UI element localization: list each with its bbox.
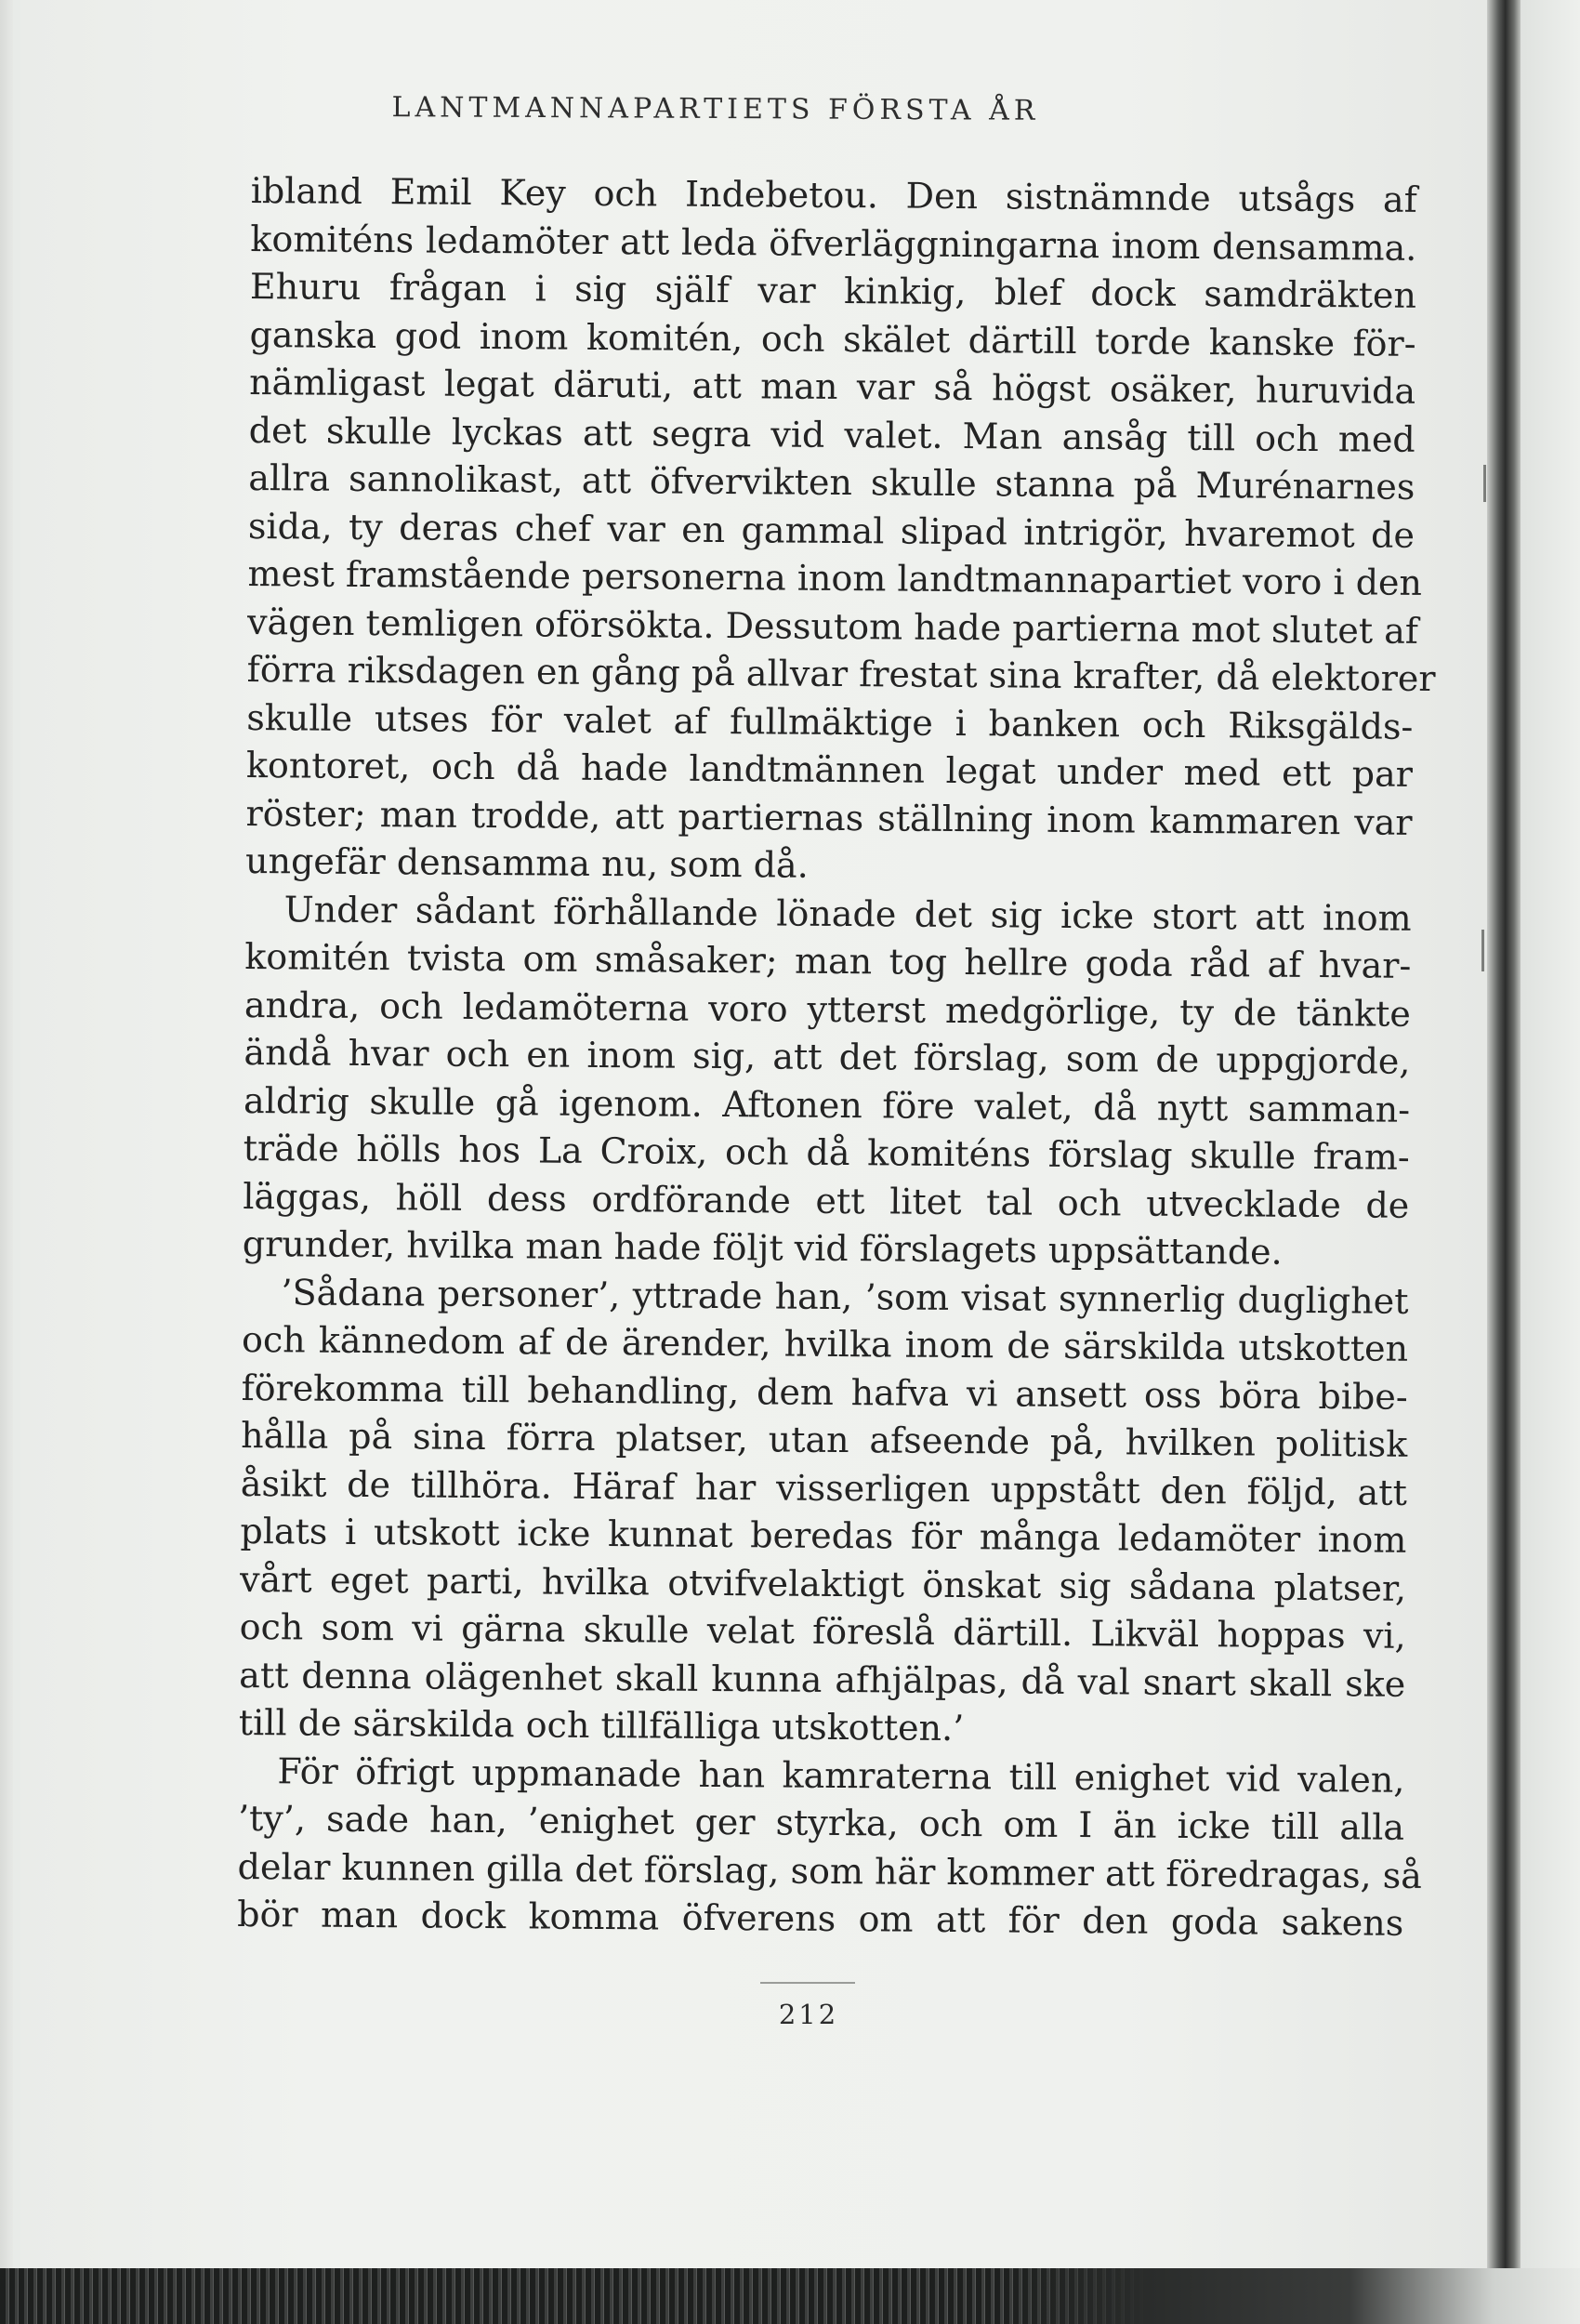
text-line: nämligast legat däruti, att man var så högst osäker, huruvida <box>249 361 1416 412</box>
text-line: komiténs ledamöter att leda öfverläggningarna inom densamma. <box>250 218 1417 269</box>
text-line: och som vi gärna skulle velat föreslå därtill. Likväl hoppas vi, <box>239 1605 1406 1657</box>
body-text <box>237 167 1436 1948</box>
text-line: röster; man trodde, att partiernas ställning inom kammaren var <box>245 792 1413 843</box>
text-line: andra, och ledamöterna voro ytterst medgörlige, ty de tänkte <box>244 984 1412 1035</box>
page-number: 212 <box>778 1999 839 2030</box>
text-line: hålla på sina förra platser, utan afseende på, hvilken politisk <box>241 1414 1408 1465</box>
adjacent-page-edge <box>1521 0 1580 2278</box>
scanner-bottom-strip-fade <box>1004 2268 1580 2324</box>
margin-mark <box>1481 930 1484 971</box>
text-line: sida, ty deras chef var en gammal slipad intrigör, hvaremot de <box>247 505 1415 556</box>
text-line: aldrig skulle gå igenom. Aftonen före valet, då nytt samman- <box>243 1079 1411 1130</box>
text-line: komitén tvista om småsaker; man tog hellre goda råd af hvar- <box>244 935 1412 986</box>
text-line: allra sannolikast, att öfvervikten skulle stanna på Murénarnes <box>248 456 1415 508</box>
text-line: skulle utses för valet af fullmäktige i banken och Riksgälds- <box>246 696 1414 747</box>
margin-mark <box>1483 465 1486 502</box>
page-gutter-shadow <box>1487 0 1521 2278</box>
text-line: ganska god inom komitén, och skälet därtill torde kanske för- <box>249 313 1416 364</box>
text-line: förekomma till behandling, dem hafva vi ansett oss böra bibe- <box>241 1367 1408 1418</box>
text-line: bör man dock komma öfverens om att för den goda sakens <box>237 1893 1404 1944</box>
text-line: det skulle lyckas att segra vid valet. Man ansåg till och med <box>248 409 1415 460</box>
text-line: delar kunnen gilla det förslag, som här kommer att föredragas, så <box>237 1845 1423 1896</box>
text-line: och kännedom af de ärender, hvilka inom de särskilda utskotten <box>241 1318 1409 1369</box>
text-line: ändå hvar och en inom sig, att det förslag, som de uppgjorde, <box>244 1031 1411 1082</box>
text-line: ungefär densamma nu, som då. <box>244 839 809 886</box>
text-line: förra riksdagen en gång på allvar frestat sina krafter, då elektorer <box>246 648 1436 700</box>
scan-left-edge <box>0 0 13 2324</box>
folio-rule <box>760 1982 855 1984</box>
text-line: vårt eget parti, hvilka otvifvelaktigt önskat sig sådana platser, <box>239 1558 1407 1609</box>
text-line: ’Sådana personer’, yttrade han, ’som visat synnerlig duglighet <box>281 1271 1409 1322</box>
text-line: läggas, höll dess ordförande ett litet tal och utvecklade de <box>243 1175 1410 1226</box>
text-line: plats i utskott icke kunnat beredas för många ledamöter inom <box>240 1510 1407 1561</box>
text-line: åsikt de tillhöra. Häraf har visserligen uppstått den följd, att <box>240 1462 1408 1513</box>
text-line: grunder, hvilka man hade följt vid förslagets uppsättande. <box>242 1222 1283 1273</box>
text-line: ibland Emil Key och Indebetou. Den sistnämnde utsågs af <box>250 169 1417 220</box>
running-head: LANTMANNAPARTIETS FÖRSTA ÅR <box>391 91 1040 127</box>
text-line: träde hölls hos La Croix, och då komiténs förslag skulle fram- <box>243 1127 1410 1178</box>
text-line: mest framstående personerna inom landtmannapartiet voro i den <box>247 552 1423 603</box>
text-line: För öfrigt uppmanade han kamraterna till enighet vid valen, <box>277 1750 1405 1801</box>
text-line: Ehuru frågan i sig själf var kinkig, blef dock samdräkten <box>249 265 1417 316</box>
text-line: till de särskilda och tillfälliga utskotten.’ <box>238 1701 965 1750</box>
text-line: Under sådant förhållande lönade det sig icke stort att inom <box>283 888 1412 939</box>
text-line: kontoret, och då hade landtmännen legat under med ett par <box>245 744 1414 795</box>
text-line: vägen temligen oförsökta. Dessutom hade partierna mot slutet af <box>246 601 1419 652</box>
text-line: ’ty’, sade han, ’enighet ger styrka, och om I än icke till alla <box>237 1797 1405 1848</box>
text-line: att denna olägenhet skall kunna afhjälpas, då val snart skall ske <box>239 1654 1406 1705</box>
